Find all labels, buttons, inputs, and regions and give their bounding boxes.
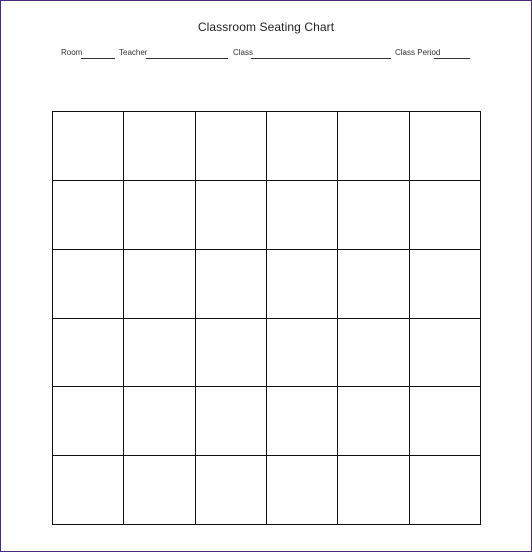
class-period-label: Class Period [395,48,441,57]
seat-cell[interactable] [53,181,124,250]
seating-grid [52,111,481,525]
seat-cell[interactable] [53,112,124,181]
seat-cell[interactable] [267,319,338,388]
seat-cell[interactable] [338,250,409,319]
seat-cell[interactable] [410,112,481,181]
seat-cell[interactable] [410,456,481,525]
teacher-field[interactable] [146,58,228,59]
header-fields [1,46,531,62]
seat-cell[interactable] [338,181,409,250]
seat-cell[interactable] [410,250,481,319]
class-label: Class [233,48,254,57]
seat-cell[interactable] [124,112,195,181]
class-period-field[interactable] [434,58,470,59]
teacher-label: Teacher [119,48,148,57]
seat-cell[interactable] [196,112,267,181]
seat-cell[interactable] [196,250,267,319]
seat-cell[interactable] [124,181,195,250]
seat-cell[interactable] [53,319,124,388]
seat-cell[interactable] [124,250,195,319]
room-field[interactable] [81,58,115,59]
class-field[interactable] [251,58,391,59]
seat-cell[interactable] [124,456,195,525]
seat-cell[interactable] [53,387,124,456]
seat-cell[interactable] [410,181,481,250]
seat-cell[interactable] [338,456,409,525]
seat-cell[interactable] [196,319,267,388]
seat-cell[interactable] [267,456,338,525]
seat-cell[interactable] [196,456,267,525]
seat-cell[interactable] [267,112,338,181]
page-title: Classroom Seating Chart [197,20,335,34]
seat-cell[interactable] [410,319,481,388]
seat-cell[interactable] [124,319,195,388]
seat-cell[interactable] [53,456,124,525]
seat-cell[interactable] [338,319,409,388]
seat-cell[interactable] [410,387,481,456]
seat-cell[interactable] [124,387,195,456]
seat-cell[interactable] [196,387,267,456]
seat-cell[interactable] [267,387,338,456]
seat-cell[interactable] [338,387,409,456]
room-label: Room [61,48,83,57]
seat-cell[interactable] [267,250,338,319]
seat-cell[interactable] [338,112,409,181]
seat-cell[interactable] [267,181,338,250]
seat-cell[interactable] [53,250,124,319]
seat-cell[interactable] [196,181,267,250]
